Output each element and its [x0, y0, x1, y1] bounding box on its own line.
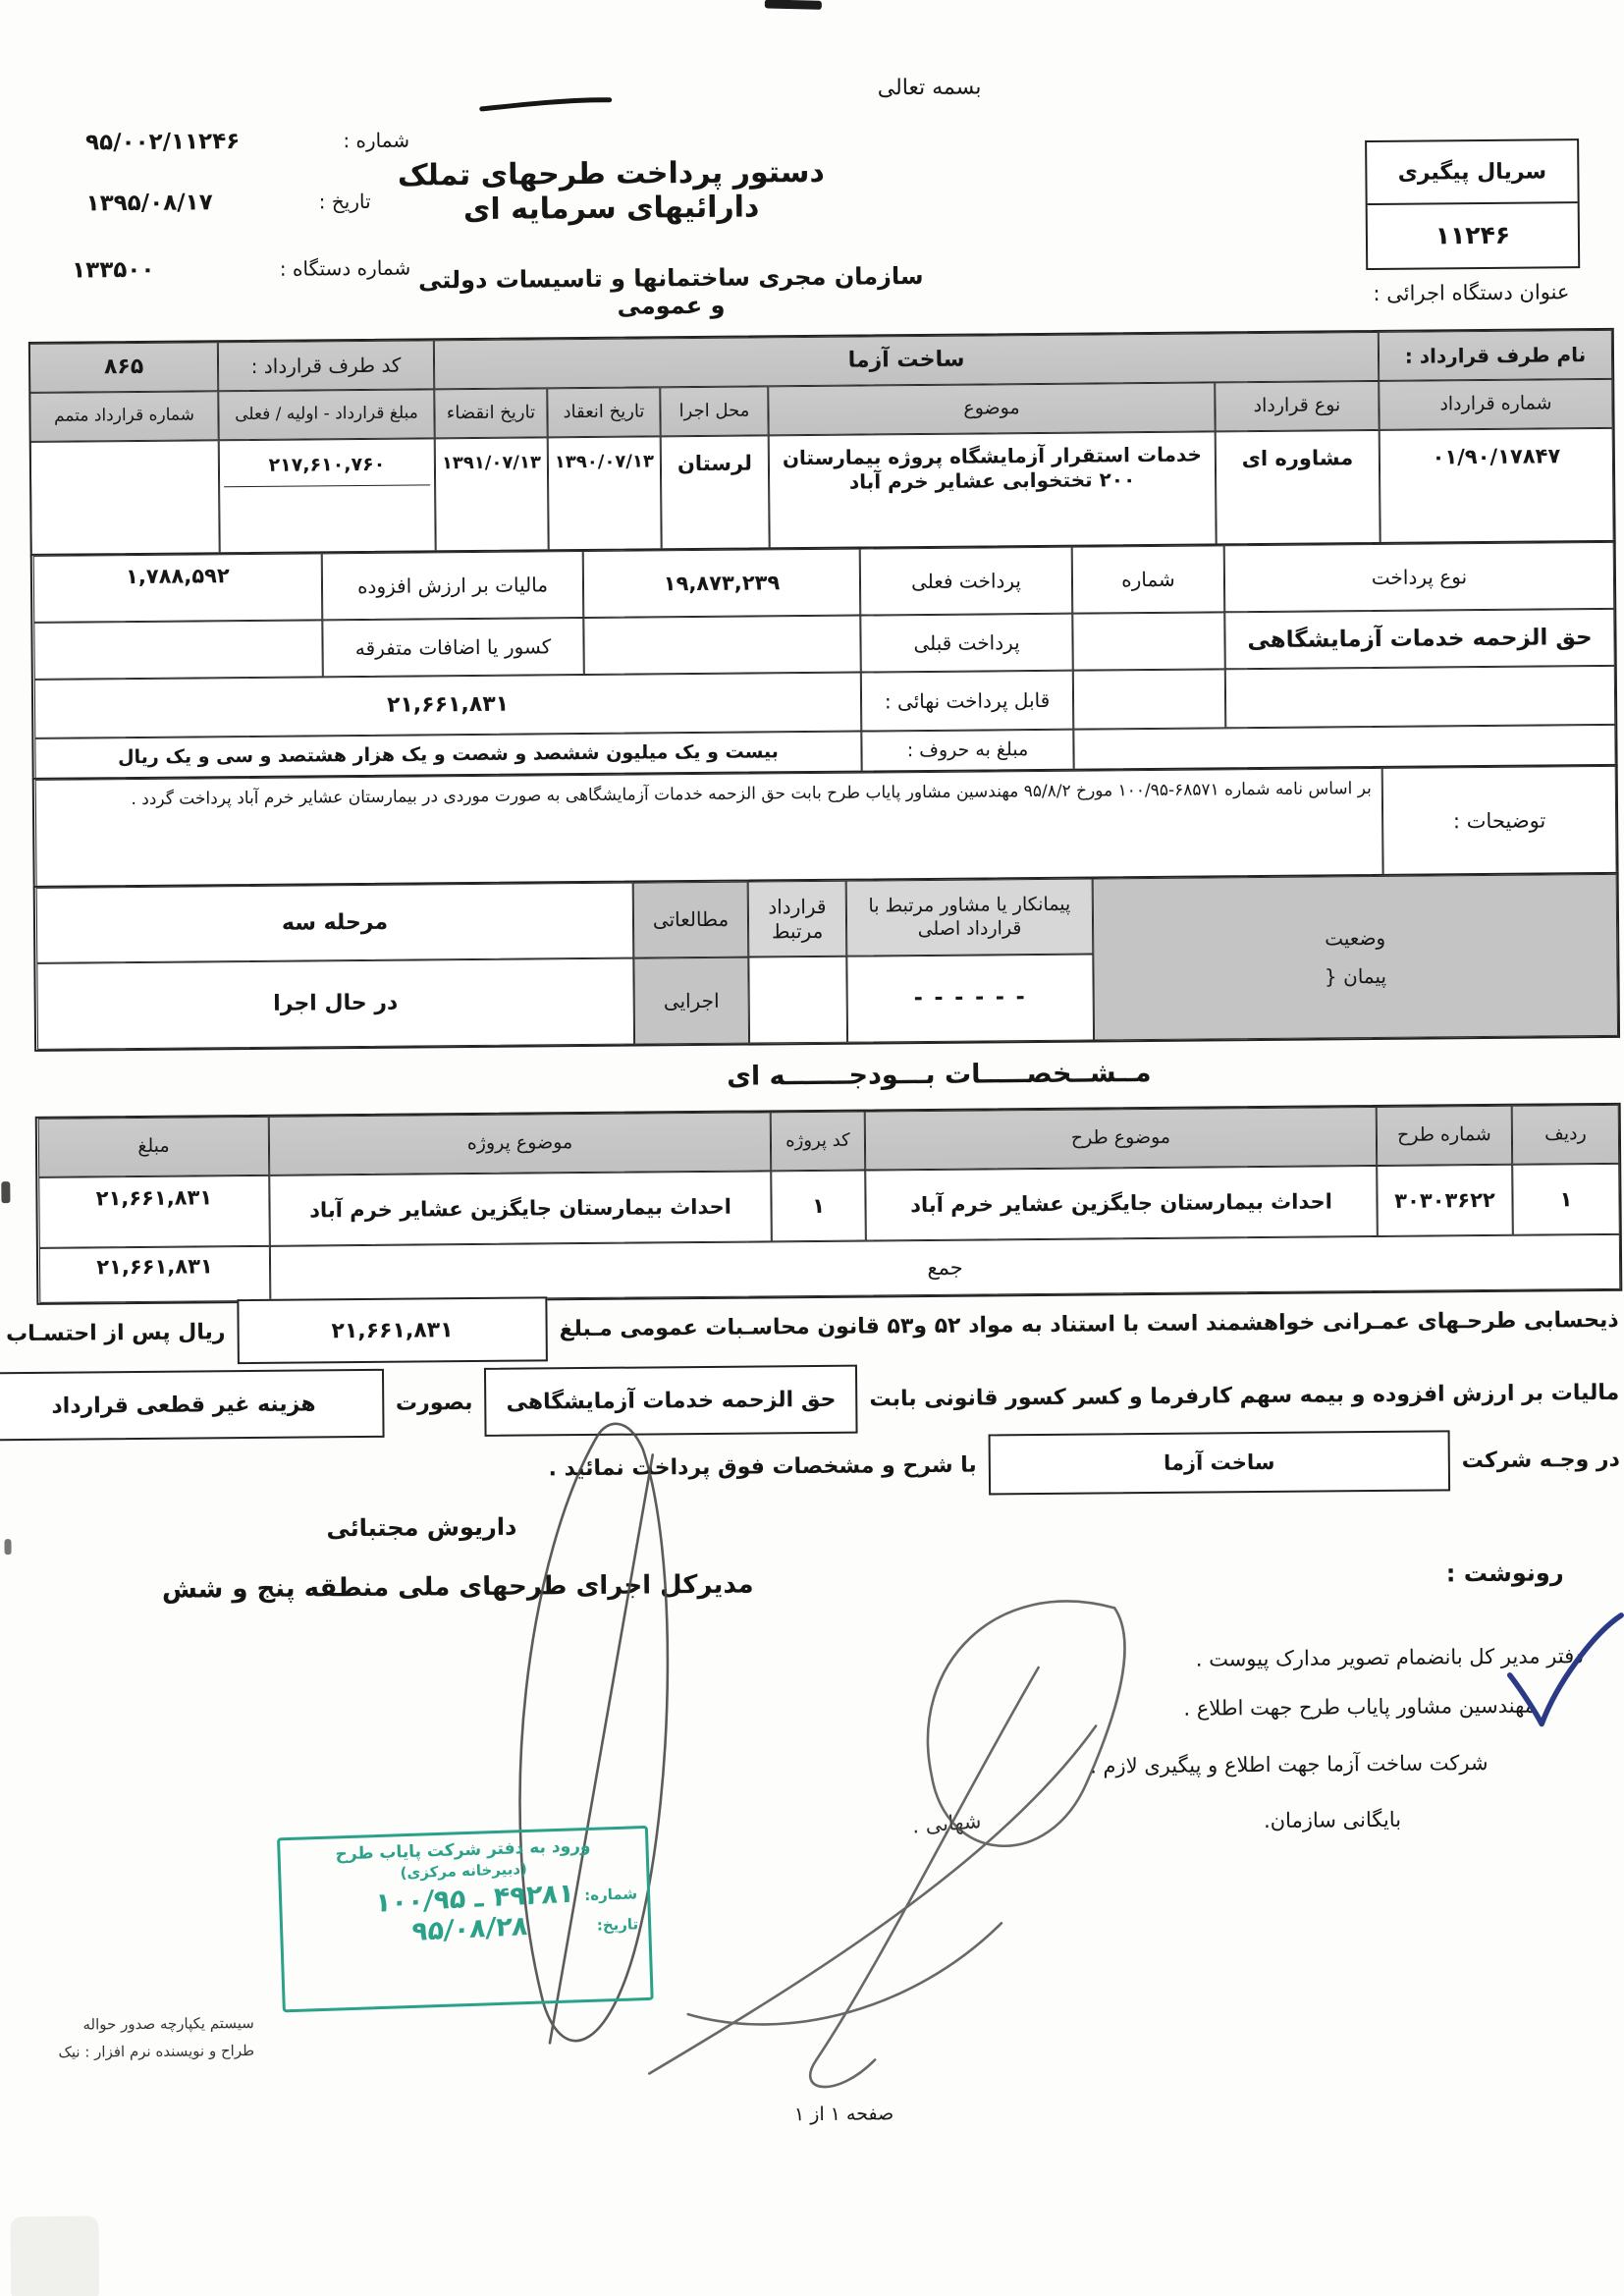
- order-company-box: ساخت آزما: [988, 1430, 1450, 1495]
- copy-item-3: شرکت ساخت آزما جهت اطلاع و پیگیری لازم .: [1090, 1751, 1489, 1778]
- stamp-date-value: ۹۵/۰۸/۲۸: [410, 1910, 529, 1948]
- order-amount-box: ۲۱,۶۶۱,۸۳۱: [237, 1296, 548, 1364]
- budget-project-subject-header: موضوع پروژه: [269, 1112, 772, 1175]
- budget-project-subject-value: احداث بیمارستان جایگزین عشایر خرم آباد: [269, 1171, 772, 1245]
- budget-total-value: ۲۱,۶۶۱,۸۳۱: [39, 1246, 270, 1303]
- status-state-word1: وضعیت: [1325, 925, 1386, 950]
- doc-number-value: ۹۵/۰۰۲/۱۱۲۴۶: [84, 129, 241, 156]
- contract-no-value: ۰۱/۹۰/۱۷۸۴۷: [1380, 428, 1614, 544]
- stamp-number-label: شماره:: [583, 1884, 638, 1904]
- budget-total-label: جمع: [270, 1234, 1620, 1301]
- doc-date-line: [85, 189, 370, 217]
- order-line1-text: ذیحسابی طرحـهای عمـرانی خواهشمند است با استناد به مواد ۵۲ و۵۳ قانون محاسـبات عمومی مـبلغ: [559, 1307, 1619, 1341]
- scan-artifact: [765, 0, 822, 10]
- payment-current-label: پرداخت فعلی: [860, 547, 1073, 616]
- handwritten-name-note: شهابی .: [911, 1809, 983, 1838]
- payment-previous-value: [583, 616, 860, 675]
- order-line3-tail: با شرح و مشخصات فوق پرداخت نمائید .: [548, 1452, 977, 1481]
- budget-amount-value: ۲۱,۶۶۱,۸۳۱: [38, 1175, 270, 1248]
- notes-row: [32, 764, 1619, 890]
- payment-current-value: ۱۹,۸۷۳,۲۳۹: [583, 549, 861, 618]
- agency-title-label: عنوان دستگاه اجرائی :: [1373, 280, 1570, 305]
- status-related-party-header: پیمانکار یا مشاور مرتبط با قرارداد اصلی: [846, 879, 1094, 957]
- tracking-serial-value: ۱۱۲۴۶: [1435, 220, 1511, 249]
- payment-vat-value: ۱,۷۸۸,۵۹۲: [33, 553, 323, 623]
- order-cost-type-box: هزینه غیر قطعی قرارداد: [0, 1369, 384, 1442]
- contract-amount-value: [219, 438, 436, 554]
- device-number-label: شماره دستگاه :: [279, 255, 411, 281]
- budget-plan-subject-value: احداث بیمارستان جایگزین عشایر خرم آباد: [865, 1166, 1378, 1241]
- payment-words-value: بیست و یک میلیون ششصد و شصت و یک هزار هشتصد و سی و یک ریال: [34, 732, 861, 780]
- status-study-label: مطالعاتی: [633, 882, 749, 958]
- status-related-party-value: - - - - - -: [846, 954, 1094, 1042]
- page-number: صفحه ۱ از ۱: [793, 2103, 894, 2126]
- payment-vat-label: مالیات بر ارزش افزوده: [322, 551, 584, 620]
- scan-artifact: [4, 1539, 11, 1555]
- status-state-label: [1093, 874, 1618, 1041]
- contract-subject-value: خدمات استقرار آزمایشگاه پروژه بیمارستان ۲۰۰ تختخوابی عشایر خرم آباد: [769, 431, 1217, 549]
- contract-start-value: ۱۳۹۰/۰۷/۱۳: [548, 436, 662, 551]
- footer-author: طراح و نویسنده نرم افزار : نیک: [58, 2041, 255, 2061]
- payment-type-value: حق الزحمه خدمات آزمایشگاهی: [1224, 609, 1614, 669]
- contract-subject-header: موضوع: [768, 382, 1215, 435]
- contract-side-code-value: ۸۶۵: [29, 342, 218, 393]
- order-line1-tail: ریال پس از احتسـاب: [5, 1319, 226, 1346]
- contract-type-header: نوع قرارداد: [1215, 381, 1379, 431]
- payment-previous-label: پرداخت قبلی: [860, 614, 1072, 673]
- tracking-serial-label: سریال پیگیری: [1367, 140, 1578, 205]
- contract-amount-header: مبلغ قرارداد - اولیه / فعلی: [218, 389, 434, 440]
- notes-text: بر اساس نامه شماره ۶۸۵۷۱-۱۰۰/۹۵ مورخ ۹۵/۸/۲ مهندسین مشاور پایاب طرح بابت حق الزحمه خدمات آزمایشگاهی به صورت موردی در بیمارستان عشایر خرم آباد پرداخت گردد .: [35, 768, 1383, 888]
- status-phase-value: مرحله سه: [36, 883, 634, 963]
- copy-item-4: بایگانی سازمان.: [1263, 1807, 1402, 1833]
- footer-system-name: سیستم یکپارچه صدور حواله: [82, 2013, 254, 2034]
- payment-empty-cell: [1225, 666, 1616, 728]
- contract-amendment-header: شماره قرارداد متمم: [29, 391, 218, 442]
- status-progress-value: در حال اجرا: [36, 958, 634, 1050]
- status-table: [33, 872, 1620, 1052]
- contract-end-header: تاریخ انقضاء: [434, 388, 547, 438]
- contract-amount-number: ۲۱۷,۶۱۰,۷۶۰: [268, 453, 386, 476]
- copy-item-1: دفتر مدیر کل بانضمام تصویر مدارک پیوست .: [1195, 1644, 1584, 1671]
- contract-type-value: مشاوره ای: [1216, 430, 1380, 545]
- handwritten-dash-mark: [478, 94, 616, 115]
- doc-date-value: ۱۳۹۵/۰۸/۱۷: [85, 190, 213, 217]
- stamp-date-label: تاریخ:: [596, 1914, 639, 1935]
- contract-no-header: شماره قرارداد: [1379, 379, 1612, 430]
- status-related-contract-header: قرارداد مرتبط: [748, 881, 847, 957]
- stamp-line-2: (دبیرخانه مرکزی): [400, 1860, 528, 1883]
- payment-final-value: ۲۱,۶۶۱,۸۳۱: [34, 673, 861, 738]
- scan-artifact: [1, 1181, 10, 1203]
- notes-label: توضیحات :: [1382, 766, 1617, 876]
- contract-table: [28, 328, 1616, 558]
- budget-project-code-value: ۱: [771, 1171, 866, 1242]
- order-line2-mid: بصورت: [395, 1390, 473, 1416]
- contract-location-value: لرستان: [661, 435, 770, 550]
- blue-check-mark: [1503, 1612, 1624, 1732]
- order-line-2: [0, 1358, 1620, 1442]
- payment-deductions-label: کسور یا اضافات متفرقه: [322, 618, 583, 677]
- contract-side-name-label: نام طرف قرارداد :: [1379, 330, 1612, 381]
- signature-scribble-center: [584, 1547, 1159, 2104]
- payment-type-header: نوع پرداخت: [1224, 542, 1615, 612]
- org-subtitle: سازمان مجری ساختمانها و تاسیسات دولتی و عمومی: [417, 261, 924, 320]
- device-number-value: ۱۳۳۵۰۰: [72, 256, 155, 284]
- budget-table: [35, 1103, 1623, 1305]
- payment-empty-cell: [1073, 669, 1226, 729]
- signatory-title: مدیرکل اجرای طرحهای ملی منطقه پنج و شش: [161, 1569, 754, 1605]
- contract-end-value: ۱۳۹۱/۰۷/۱۳: [435, 437, 549, 552]
- copy-item-2: مهندسین مشاور پایاب طرح جهت اطلاع .: [1183, 1693, 1537, 1721]
- payment-number-value: [1072, 612, 1225, 670]
- budget-row-value: ۱: [1512, 1164, 1620, 1235]
- contract-side-code-label: کد طرف قرارداد :: [218, 340, 434, 391]
- stamp-line-1: ورود به دفتر شرکت پایاب طرح: [335, 1835, 591, 1865]
- budget-amount-header: مبلغ: [38, 1117, 270, 1177]
- contract-start-header: تاریخ انعقاد: [547, 387, 660, 437]
- payment-final-label: قابل پرداخت نهائی :: [861, 671, 1074, 732]
- status-exec-label: اجرایی: [633, 957, 749, 1045]
- cell-divider-line: [224, 484, 430, 487]
- stamp-number-value: ۴۹۲۸۱ ـ ۱۰۰/۹۵: [374, 1878, 576, 1919]
- budget-plan-no-value: ۳۰۳۰۳۶۲۲: [1377, 1165, 1513, 1236]
- order-fee-box: حق الزحمه خدمات آزمایشگاهی: [484, 1365, 858, 1437]
- budget-plan-no-header: شماره طرح: [1377, 1106, 1513, 1166]
- copies-label: رونوشت :: [1445, 1558, 1564, 1588]
- page-title: دستور پرداخت طرحهای تملک دارائیهای سرمایه ای: [397, 154, 826, 228]
- contract-side-name-value: ساخت آزما: [434, 332, 1379, 389]
- order-line-1: [6, 1287, 1619, 1366]
- budget-project-code-header: کد پروژه: [771, 1112, 866, 1172]
- order-line3-text: در وجـه شرکت: [1461, 1447, 1620, 1473]
- budget-section-title: مــشــخصـــــات بـــودجـــــــه ای: [727, 1057, 1152, 1092]
- order-line2-text: مالیات بر ارزش افزوده و بیمه سهم کارفرما و کسر کسور قانونی بابت: [869, 1380, 1620, 1412]
- doc-date-label: تاریخ :: [318, 189, 371, 214]
- budget-plan-subject-header: موضوع طرح: [865, 1107, 1378, 1171]
- tracking-serial-box: [1365, 138, 1580, 270]
- entry-stamp: [277, 1826, 654, 2012]
- order-line-3: [548, 1429, 1620, 1500]
- payment-words-label: مبلغ به حروف :: [861, 730, 1073, 773]
- contract-amendment-value: [30, 440, 220, 556]
- payment-deductions-value: [33, 620, 322, 680]
- budget-row-header: ردیف: [1512, 1105, 1620, 1165]
- payment-table: [30, 540, 1618, 782]
- status-related-contract-value: [748, 957, 847, 1044]
- status-state-word2: پیمان {: [1324, 963, 1387, 988]
- payment-number-header: شماره: [1072, 545, 1225, 613]
- doc-number-label: شماره :: [343, 128, 410, 153]
- doc-number-line: [85, 128, 409, 156]
- signatory-name: داریوش مجتبائی: [326, 1512, 517, 1543]
- contract-location-header: محل اجرا: [660, 386, 768, 436]
- scan-shadow: [10, 2215, 99, 2296]
- bismillah-text: بسمه تعالی: [877, 75, 982, 101]
- device-number-line: [72, 255, 410, 284]
